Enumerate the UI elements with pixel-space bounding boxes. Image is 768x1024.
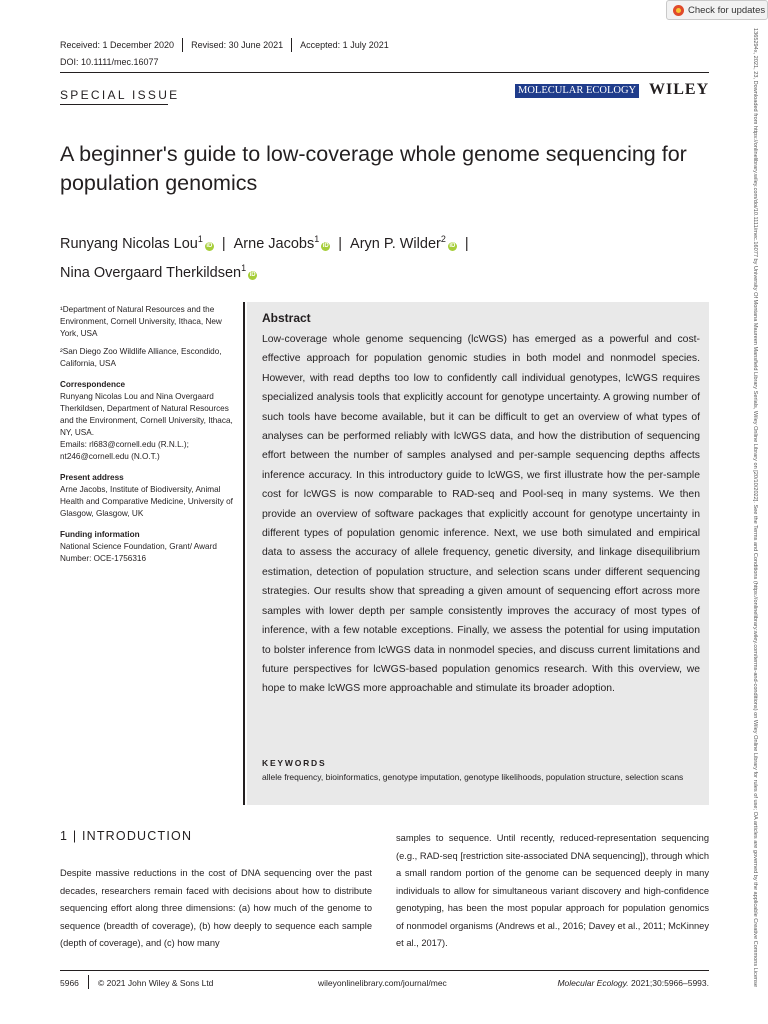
author[interactable] [234, 236, 331, 252]
affiliation-2: ²San Diego Zoo Wildlife Alliance, Escondido, California, USA [60, 347, 222, 368]
section-underline [60, 104, 168, 105]
header-rule [60, 72, 709, 73]
intro-paragraph-left: Despite massive reductions in the cost of DNA sequencing over the past decades, researchers remain faced with decisions about how to distribute sequencing effort along three dimensions: (a) how much of the genome to sequence (breadth of coverage), (b) how deeply to sequence each sample (depth of coverage), and (c) how many [60, 868, 372, 948]
present-address-heading: Present address [60, 473, 124, 482]
author-name: Aryn P. Wilder [350, 235, 441, 252]
section-label: SPECIAL ISSUE [60, 88, 180, 102]
journal-logo[interactable]: MOLECULAR ECOLOGY [515, 84, 639, 98]
article-sidebar [60, 304, 238, 571]
received-date: Received: 1 December 2020 [60, 40, 175, 50]
footer-rule [60, 970, 709, 971]
correspondence-emails[interactable]: Emails: rl683@cornell.edu (R.N.L.); nt246@cornell.edu (N.O.T.) [60, 440, 189, 461]
copyright: © 2021 John Wiley & Sons Ltd [98, 978, 214, 988]
intro-paragraph-right: samples to sequence. Until recently, reduced-representation sequencing (e.g., RAD-seq [restriction site-associated DNA sequencing]), through which a small random portion of the genome can be sequenced deeply in many individuals to allow for simultaneous variant discovery and high-confidence genotyping, has been the most popular approach for population genomics of nonmodel organisms (Andrews et al., 2016; Davey et al., 2011; McKinney et al., 2017). [396, 833, 709, 948]
abstract-text: Low-coverage whole genome sequencing (lcWGS) has emerged as a powerful and cost-effective approach for population genomic studies in both model and nonmodel species. However, with read depths too low to confidently call individual genotypes, lcWGS requires specialized analysis tools that explicitly account for genotype uncertainty. A growing number of such tools have become available, but it can be difficult to get an overview of what types of analyses can be performed reliably with lcWGS data, and how the distribution of sequencing effort between the number of samples analysed and per-sample sequencing depths affects inference accuracy. In this introductory guide to lcWGS, we first illustrate how the per-sample cost for lcWGS is now comparable to RAD-seq and Pool-seq in many systems. We then provide an overview of software packages that explicitly account for genotype uncertainty in different types of population genomic inference. Next, we use both simulated and empirical data to assess the accuracy of allele frequency, genetic diversity, and linkage disequilibrium estimation, detection of population structure, and selection scans under different sequencing strategies. Our results show that spreading a given amount of sequencing effort across more samples with lower depth per sample consistently improves the accuracy of most types of inference, with a few notable exceptions. Finally, we assess the potential for using imputation to bolster inference from lcWGS data in nonmodel species, and discuss current limitations and future perspectives for lcWGS-based population genomics research. With this overview, we hope to make lcWGS more approachable and stimulate its broader adoption. [262, 334, 700, 695]
revised-date: Revised: 30 June 2021 [191, 40, 284, 50]
present-address-text: Arne Jacobs, Institute of Biodiversity, Animal Health and Comparative Medicine, University of Glasgow, Glasgow, UK [60, 485, 233, 518]
download-notice: 1365294x, 2021, 23, Downloaded from https://onlinelibrary.wiley.com/doi/10.1111/mec.16077 by University Of Montana Maureen Mansfield Library Serials, Wiley Online Library on [20/10/2022]. See the Terms and Conditions (https://onlinelibrary.wiley.com/terms-and-conditions) on Wiley Online Library for rules of use; OA articles are governed by the applicable Creative Commons License [752, 28, 758, 987]
check-updates-icon [673, 5, 684, 16]
affiliation-number: 1 [314, 234, 320, 244]
funding-heading: Funding information [60, 530, 140, 539]
author-separator: | [464, 235, 469, 252]
author-name: Runyang Nicolas Lou [60, 235, 198, 252]
author-separator: | [338, 235, 343, 252]
check-for-updates-button[interactable] [666, 0, 768, 20]
keywords-text: allele frequency, bioinformatics, genotype imputation, genotype likelihoods, population structure, selection scans [262, 772, 684, 782]
accepted-date: Accepted: 1 July 2021 [300, 40, 389, 50]
doi[interactable]: DOI: 10.1111/mec.16077 [60, 57, 159, 67]
author-list [60, 227, 720, 285]
page-number: 5966 [60, 978, 79, 988]
submission-dates [60, 38, 389, 52]
abstract-bar [243, 302, 245, 805]
abstract-heading: Abstract [262, 311, 311, 325]
author-name: Arne Jacobs [233, 235, 315, 252]
journal-url[interactable]: wileyonlinelibrary.com/journal/mec [318, 978, 447, 988]
keywords-heading: KEYWORDS [262, 758, 327, 768]
introduction-heading: 1 | INTRODUCTION [60, 829, 193, 843]
check-updates-label: Check for updates [688, 4, 766, 16]
affiliation-1: ¹Department of Natural Resources and the Environment, Cornell University, Ithaca, New York, USA [60, 305, 222, 338]
orcid-icon[interactable]: iD [322, 242, 329, 249]
orcid-icon[interactable]: iD [449, 242, 456, 249]
journal-name: Molecular Ecology. [557, 978, 629, 988]
divider [182, 38, 183, 52]
publisher-logo[interactable]: WILEY [649, 81, 710, 98]
orcid-icon[interactable]: iD [249, 271, 256, 278]
affiliation-number: 2 [440, 234, 446, 244]
author[interactable] [350, 236, 457, 252]
author[interactable] [60, 262, 257, 281]
citation [557, 978, 709, 988]
orcid-icon[interactable]: iD [206, 242, 213, 249]
author[interactable] [60, 236, 214, 252]
correspondence-text: Runyang Nicolas Lou and Nina Overgaard Therkildsen, Department of Natural Resources and the Environment, Cornell University, Ithaca, NY, USA. [60, 392, 233, 437]
correspondence-heading: Correspondence [60, 380, 126, 389]
article-title: A beginner's guide to low-coverage whole genome sequencing for population genomics [60, 142, 687, 195]
funding-text: National Science Foundation, Grant/ Award Number: OCE-1756316 [60, 542, 217, 563]
affiliation-number: 1 [197, 234, 203, 244]
divider [291, 38, 292, 52]
author-separator: | [221, 235, 226, 252]
affiliation-number: 1 [241, 262, 247, 273]
author-name: Nina Overgaard Therkildsen [60, 264, 242, 281]
footer-divider [88, 975, 89, 989]
citation-volume: 2021;30:5966–5993. [628, 978, 709, 988]
